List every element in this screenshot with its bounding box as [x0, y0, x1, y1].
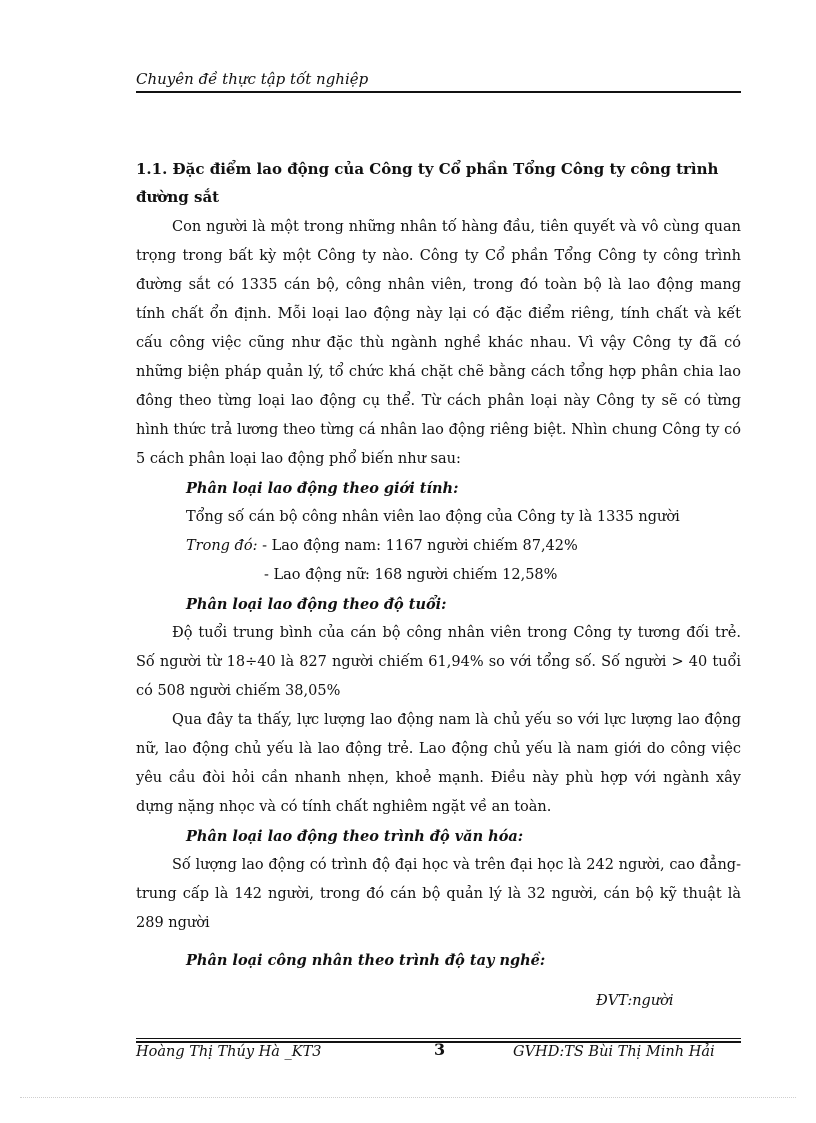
footer-author: Hoàng Thị Thúy Hà _KT3 — [136, 1044, 322, 1060]
skill-subheading: Phân loại công nhân theo trình độ tay nghề: — [186, 952, 546, 969]
footer-divider-thin — [136, 1038, 741, 1039]
section-heading: 1.1. Đặc điểm lao động của Công ty Cổ phần Tổng Công ty công trình đường sắt — [136, 160, 719, 206]
header-divider — [136, 91, 741, 93]
footer-advisor: GVHD:TS Bùi Thị Minh Hải — [513, 1044, 715, 1060]
age-subheading: Phân loại lao động theo độ tuổi: — [186, 596, 447, 613]
gender-label: Trong đó: — [186, 538, 258, 554]
gender-male: - Lao động nam: 1167 người chiếm 87,42% — [257, 538, 578, 554]
unit-label: ĐVT:người — [596, 993, 674, 1009]
page-break-dots — [20, 1097, 796, 1098]
age-paragraph: Độ tuổi trung bình của cán bộ công nhân viên trong Công ty tương đối trẻ. Số người từ 18÷40 là 827 người chiếm 61,94% so với tổng số. Số người > 40 tuổi có 508 người chiếm 38,05% — [136, 625, 741, 699]
gender-male-line — [136, 532, 741, 561]
gender-female: - Lao động nữ: 168 người chiếm 12,58% — [264, 567, 558, 583]
gender-total: Tổng số cán bộ công nhân viên lao động của Công ty là 1335 người — [186, 509, 680, 525]
gender-subheading: Phân loại lao động theo giới tính: — [186, 480, 459, 497]
header-title: Chuyên đề thực tập tốt nghiệp — [136, 70, 369, 88]
education-subheading: Phân loại lao động theo trình độ văn hóa: — [186, 828, 524, 845]
age-conclusion: Qua đây ta thấy, lực lượng lao động nam là chủ yếu so với lực lượng lao động nữ, lao động chủ yếu là lao động trẻ. Lao động chủ yếu là nam giới do công việc yêu cầu đòi hỏi cần nhanh nhẹn, khoẻ mạnh. Điều này phù hợp với ngành xây dựng nặng nhọc và có tính chất nghiêm ngặt về an toàn. — [136, 712, 741, 815]
page-content — [136, 155, 741, 1031]
education-paragraph: Số lượng lao động có trình độ đại học và trên đại học là 242 người, cao đẳng- trung cấp là 142 người, trong đó cán bộ quản lý là 32 người, cán bộ kỹ thuật là 289 người — [136, 857, 741, 931]
intro-paragraph: Con người là một trong những nhân tố hàng đầu, tiên quyết và vô cùng quan trọng trong bất kỳ một Công ty nào. Công ty Cổ phần Tổng Công ty công trình đường sắt có 1335 cán bộ, công nhân viên, trong đó toàn bộ là lao động mang tính chất ổn định. Mỗi loại lao động này lại có đặc điểm riêng, tính chất và kết cấu công việc cũng như đặc thù ngành nghề khác nhau. Vì vậy Công ty đã có những biện pháp quản lý, tổ chức khá chặt chẽ bằng cách tổng hợp phân chia lao đông theo từng loại lao động cụ thể. Từ cách phân loại này Công ty sẽ có từng hình thức trả lương theo từng cá nhân lao động riêng biệt. Nhìn chung Công ty có 5 cách phân loại lao động phổ biến như sau: — [136, 219, 741, 467]
page-number: 3 — [434, 1040, 446, 1059]
